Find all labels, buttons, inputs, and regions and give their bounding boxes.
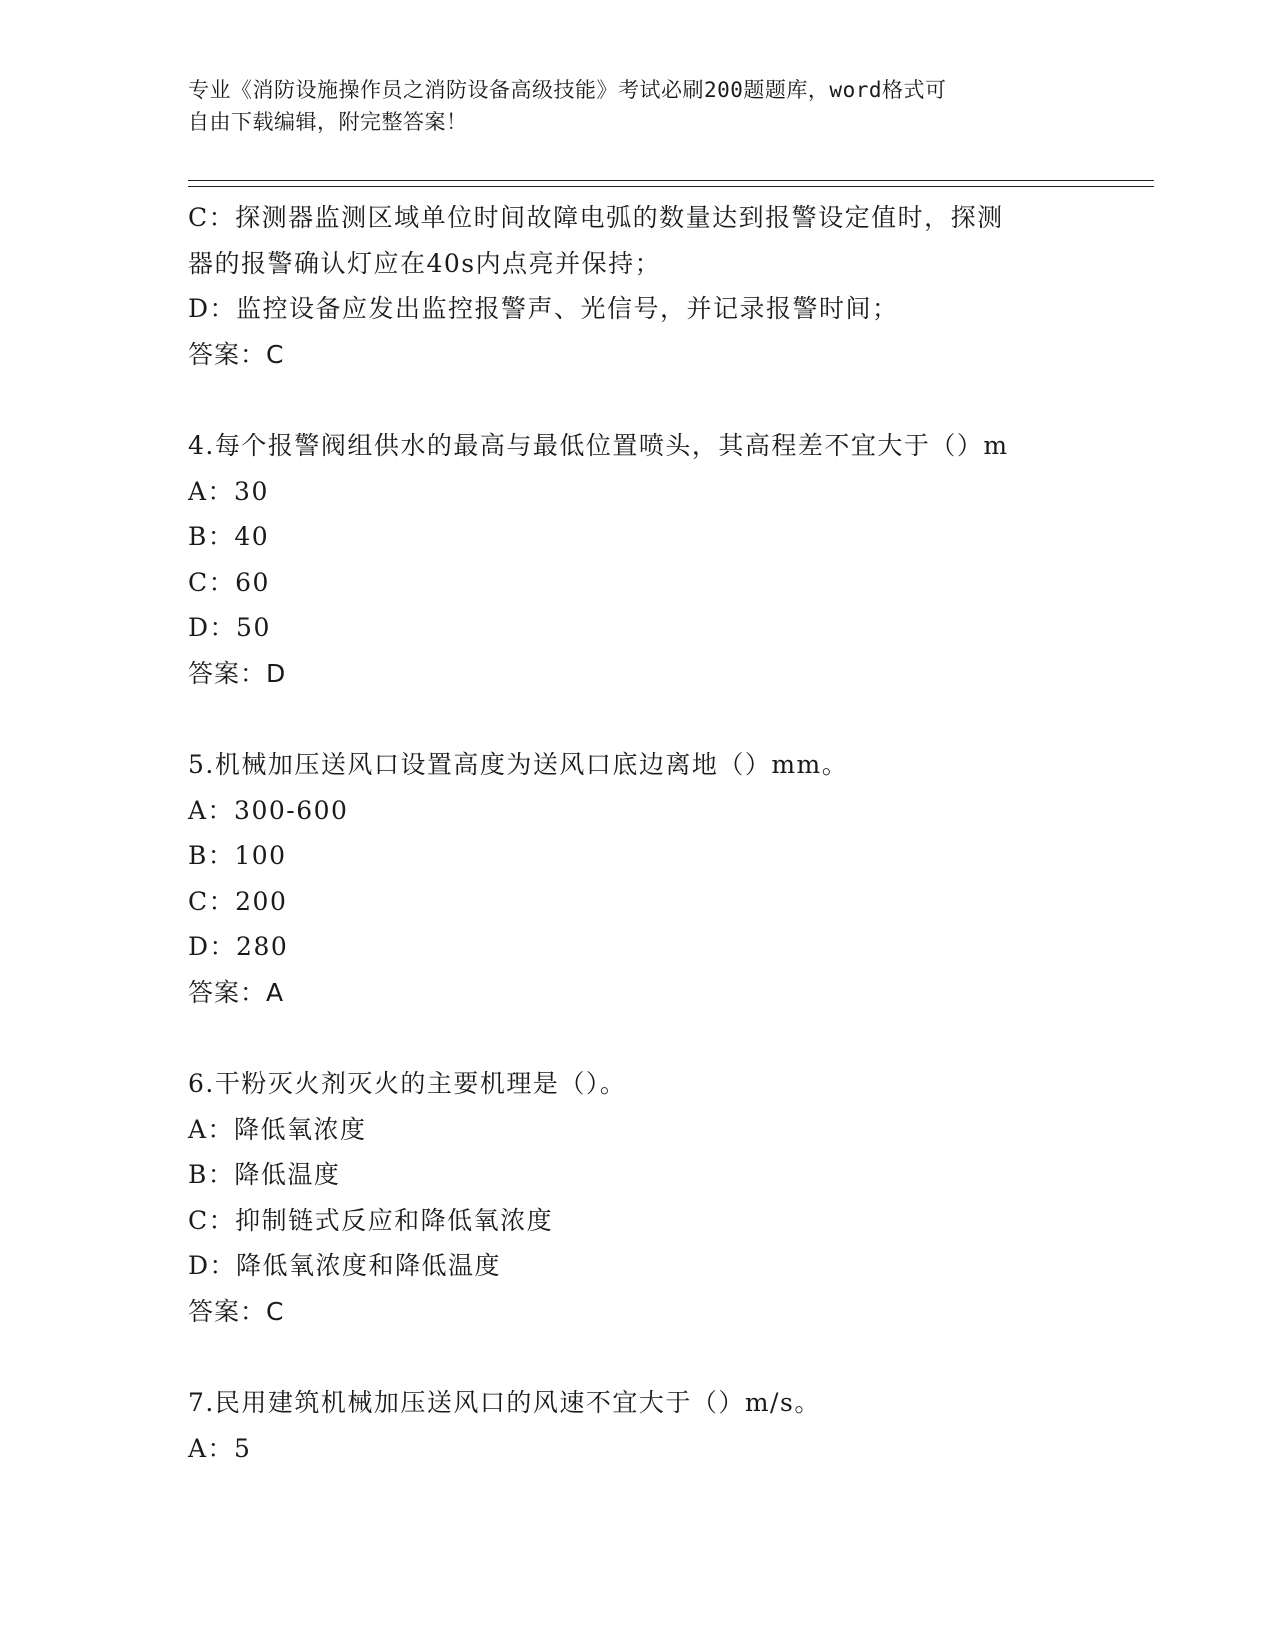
document-page: [188, 74, 1148, 1471]
option-a: A：300-600: [188, 795, 349, 825]
question-5: [188, 742, 1148, 1015]
question-text: 5.机械加压送风口设置高度为送风口底边离地（）mm。: [188, 750, 849, 779]
option-d: D：50: [188, 613, 271, 642]
option-a: A：30: [188, 476, 269, 506]
option-b: B：降低温度: [188, 1160, 341, 1189]
option-b: B：40: [188, 522, 270, 551]
answer: 答案：C: [188, 1296, 285, 1326]
question-7: [188, 1380, 1148, 1471]
question-4: [188, 423, 1148, 696]
answer: 答案：D: [188, 658, 287, 688]
question-text: 7.民用建筑机械加压送风口的风速不宜大于（）m/s。: [188, 1388, 821, 1417]
answer: 答案：C: [188, 339, 285, 369]
option-d: D：监控设备应发出监控报警声、光信号，并记录报警时间；: [188, 294, 899, 323]
question-text: 4.每个报警阀组供水的最高与最低位置喷头，其高程差不宜大于（）m: [188, 431, 1009, 460]
option-c: C：60: [188, 567, 270, 597]
option-c: C：200: [188, 886, 288, 916]
option-a: A：5: [188, 1433, 252, 1463]
answer: 答案：A: [188, 977, 285, 1007]
header-double-rule: [188, 180, 1154, 187]
option-d: D：降低氧浓度和降低温度: [188, 1251, 502, 1280]
option-c-line-1: C：探测器监测区域单位时间故障电弧的数量达到报警设定值时，探测: [188, 203, 1004, 232]
question-6: [188, 1061, 1148, 1334]
option-b: B：100: [188, 841, 287, 870]
option-c: C：抑制链式反应和降低氧浓度: [188, 1205, 554, 1235]
option-d: D：280: [188, 932, 289, 961]
doc-header-line-2: 自由下载编辑，附完整答案！: [188, 110, 468, 134]
option-c-line-2: 器的报警确认灯应在40s内点亮并保持；: [188, 248, 662, 278]
option-a: A：降低氧浓度: [188, 1114, 367, 1144]
doc-header-line-1: 专业《消防设施操作员之消防设备高级技能》考试必刷200题题库，word格式可: [188, 78, 947, 102]
question-3-tail: [188, 195, 1148, 377]
question-text: 6.干粉灭火剂灭火的主要机理是（）。: [188, 1069, 627, 1098]
